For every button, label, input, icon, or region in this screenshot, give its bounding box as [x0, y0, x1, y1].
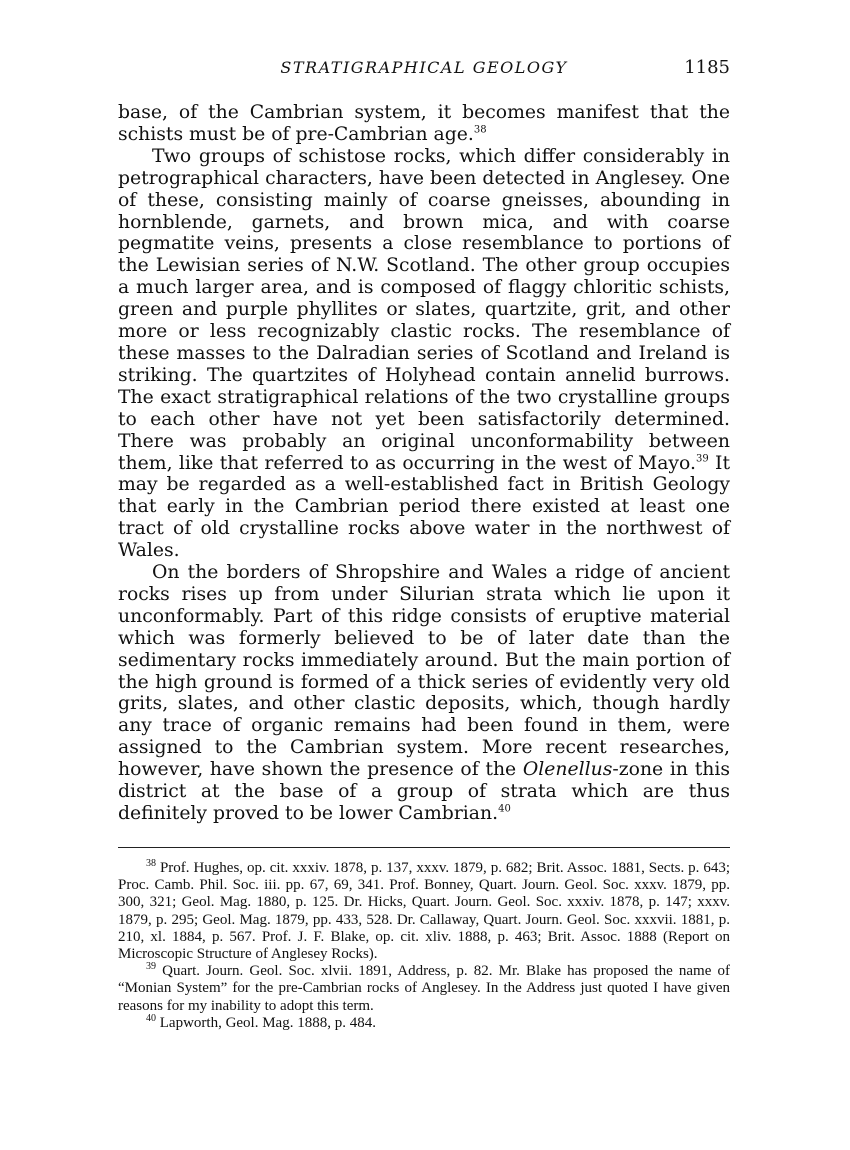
genus-name-italic: Olenellus — [522, 759, 613, 781]
paragraph-1 — [118, 102, 730, 146]
book-page — [118, 58, 730, 1032]
footnote-divider — [118, 847, 730, 848]
footnote-ref-40[interactable]: 40 — [498, 803, 511, 815]
footnote-text: Prof. Hughes, op. cit. xxxiv. 1878, p. 137, xxxv. 1879, p. 682; Brit. Assoc. 1881, Sects. p. 643; Proc. Camb. Phil. Soc. iii. pp. 67, 69, 341. Prof. Bonney, Quart. Journ. Geol. Soc. xxxv. 1879, pp. 300, 321; Geol. Mag. 1880, p. 125. Dr. Hicks, Quart. Journ. Geol. Soc. xxxiv. 1878, p. 147; xxxv. 1879, p. 295; Geol. Mag. 1879, pp. 433, 528. Dr. Callaway, Quart. Journ. Geol. Soc. xxxvii. 1881, p. 210, xl. 1884, p. 567. Prof. J. F. Blake, op. cit. xliv. 1888, p. 463; Brit. Assoc. 1888 (Report on Microscopic Structure of Anglesey Rocks). — [118, 859, 731, 962]
body-text — [118, 102, 730, 825]
footnote-39 — [118, 963, 730, 1015]
paragraph-3-text-b: -zone in this district at the base of a group of strata which are thus definitely proved to be lower Cambrian. — [118, 759, 730, 824]
paragraph-3 — [118, 562, 730, 825]
paragraph-2-text-a: Two groups of schistose rocks, which differ considerably in petrographical characters, have been detected in Anglesey. One of these, consisting mainly of coarse gneisses, abounding in hornblende, garnets, and brown mica, and with coarse pegmatite veins, presents a close resemblance to portions of the Lewisian series of N.W. Scotland. The other group occupies a much larger area, and is composed of flaggy chloritic schists, green and purple phyllites or slates, quartzite, grit, and other more or less recognizably clastic rocks. The resemblance of these masses to the Dalradian series of Scotland and Ireland is striking. The quartzites of Holyhead contain annelid burrows. The exact stratigraphical relations of the two crystalline groups to each other have not yet been satisfactorily determined. There was probably an original unconformability between them, like that referred to as occurring in the west of Mayo. — [118, 145, 730, 474]
running-title: STRATIGRAPHICAL GEOLOGY — [280, 58, 568, 77]
paragraph-2 — [118, 146, 730, 562]
paragraph-2-text-b: It may be regarded as a well-established fact in British Geology that early in the Cambrian period there existed at least one tract of old crystalline rocks above water in the northwest of Wales. — [118, 452, 730, 562]
footnote-40 — [118, 1012, 730, 1032]
footnote-text: Lapworth, Geol. Mag. 1888, p. 484. — [159, 1014, 376, 1031]
footnote-text: Quart. Journ. Geol. Soc. xlvii. 1891, Address, p. 82. Mr. Blake has proposed the name of “Monian System” for the pre-Cambrian rocks of Anglesey. In the Address just quoted I have given reasons for my inability to adopt this term. — [118, 963, 730, 1014]
page-number: 1185 — [684, 57, 730, 78]
footnote-ref-39[interactable]: 39 — [695, 453, 709, 465]
footnote-number: 38 — [146, 857, 156, 869]
footnote-ref-38[interactable]: 38 — [473, 124, 487, 136]
running-head — [118, 58, 730, 88]
footnote-38 — [118, 857, 731, 963]
paragraph-1-text: base, of the Cambrian system, it becomes manifest that the schists must be of pre-Cambrian age. — [118, 102, 730, 145]
paragraph-3-text-a: On the borders of Shropshire and Wales a ridge of ancient rocks rises up from under Silurian strata which lie upon it unconformably. Part of this ridge consists of eruptive material which was formerly believed to be of later date than the sedimentary rocks immediately around. But the main portion of the high ground is formed of a thick series of evidently very old grits, slates, and other clastic deposits, which, though hardly any trace of organic remains had been found in them, were assigned to the Cambrian system. More recent researches, however, have shown the presence of the — [118, 562, 730, 781]
footnotes — [118, 857, 731, 1032]
footnote-number: 40 — [146, 1012, 156, 1024]
footnote-number: 39 — [146, 961, 156, 973]
